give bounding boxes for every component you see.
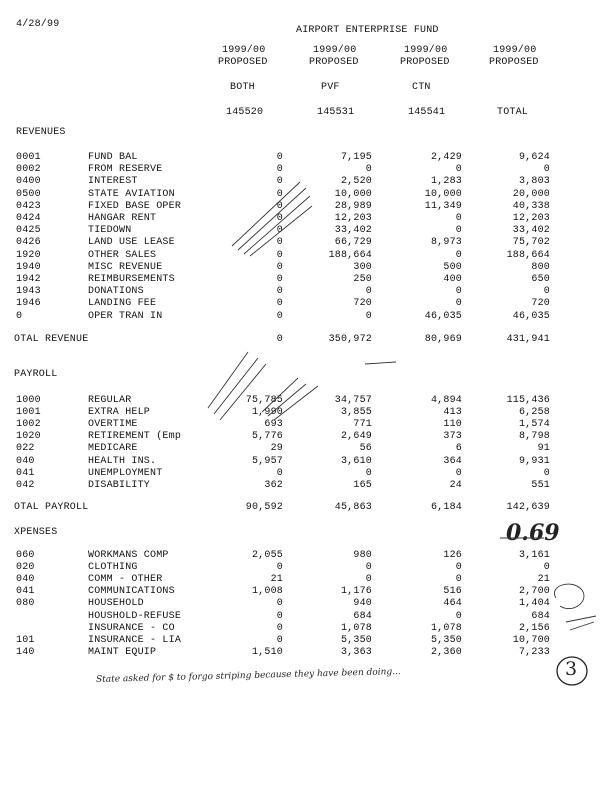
row-value: 0 — [276, 164, 283, 176]
row-value: 364 — [443, 455, 462, 467]
row-label: DISABILITY — [88, 479, 151, 491]
row-value: 300 — [353, 261, 372, 273]
row-value: 91 — [537, 443, 550, 455]
row-value: 24 — [449, 479, 462, 491]
row-value: 2,649 — [340, 431, 372, 443]
row-value: 720 — [353, 298, 372, 310]
row-value: 684 — [531, 610, 550, 622]
row-label: OVERTIME — [88, 419, 138, 431]
row-value: 110 — [443, 419, 462, 431]
row-code: 0002 — [16, 164, 41, 176]
handwritten-bottom-note: State asked for $ to forgo striping because they have been doing... — [95, 667, 401, 685]
row-value: 12,203 — [512, 213, 550, 224]
row-value: 0 — [276, 298, 283, 310]
row-label: FUND BAL — [88, 152, 138, 163]
row-label: MISC REVENUE — [88, 261, 163, 273]
row-value: 10,000 — [334, 188, 372, 200]
row-value: 771 — [353, 419, 372, 431]
row-value: 1,510 — [251, 646, 283, 658]
row-code: 140 — [16, 646, 35, 658]
row-value: 29 — [270, 443, 283, 455]
row-code: 0001 — [16, 152, 41, 163]
row-value: 0 — [365, 286, 372, 298]
row-code: 0423 — [16, 200, 41, 212]
row-value: 2,700 — [518, 586, 550, 598]
row-code: 1002 — [16, 419, 41, 431]
row-label: INTEREST — [88, 176, 138, 188]
column-status: PROPOSED — [400, 57, 450, 68]
row-value: 75,785 — [245, 395, 283, 406]
row-value: 21 — [537, 574, 550, 586]
row-value: 0 — [455, 249, 462, 261]
total-value: 0 — [276, 334, 283, 345]
column-year: 1999/00 — [404, 45, 448, 56]
row-value: 3,161 — [518, 550, 550, 561]
row-label: STATE AVIATION — [88, 188, 175, 200]
row-value: 2,156 — [518, 622, 550, 634]
row-value: 1,176 — [340, 586, 372, 598]
column-code: 145531 — [317, 107, 355, 118]
row-value: 516 — [443, 586, 462, 598]
row-label: UNEMPLOYMENT — [88, 467, 163, 479]
column-name: CTN — [412, 82, 431, 93]
row-label: HANGAR RENT — [88, 213, 157, 224]
row-code: 1942 — [16, 274, 41, 285]
row-code: 020 — [16, 562, 35, 574]
row-value: 4,894 — [430, 395, 462, 406]
row-value: 11,349 — [424, 200, 462, 212]
row-label: INSURANCE - CO — [88, 622, 175, 634]
column-status: PROPOSED — [489, 57, 539, 68]
section-heading-revenues: REVENUES — [16, 127, 66, 138]
row-value: 800 — [531, 261, 550, 273]
row-code: 1020 — [16, 431, 41, 443]
row-label: LAND USE LEASE — [88, 237, 175, 249]
row-value: 21 — [270, 574, 283, 586]
row-value: 551 — [531, 479, 550, 491]
row-value: 0 — [365, 574, 372, 586]
row-value: 0 — [276, 200, 283, 212]
row-code: 0425 — [16, 225, 41, 237]
row-value: 0 — [276, 634, 283, 646]
row-value: 126 — [443, 550, 462, 561]
row-value: 9,931 — [518, 455, 550, 467]
row-code: 0426 — [16, 237, 41, 249]
row-value: 7,233 — [518, 646, 550, 658]
row-value: 0 — [455, 298, 462, 310]
row-code: 1940 — [16, 261, 41, 273]
report-title: AIRPORT ENTERPRISE FUND — [296, 25, 439, 36]
column-status: PROPOSED — [309, 57, 359, 68]
row-value: 650 — [531, 274, 550, 285]
row-value: 0 — [276, 249, 283, 261]
column-year: 1999/00 — [222, 45, 266, 56]
row-value: 9,624 — [518, 152, 550, 163]
row-value: 10,000 — [424, 188, 462, 200]
row-label: TIEDOWN — [88, 225, 132, 237]
row-label: COMMUNICATIONS — [88, 586, 175, 598]
section-heading-payroll: PAYROLL — [14, 369, 58, 380]
row-value: 5,776 — [251, 431, 283, 443]
row-value: 0 — [365, 310, 372, 322]
row-value: 56 — [359, 443, 372, 455]
row-value: 0 — [276, 176, 283, 188]
row-value: 2,360 — [430, 646, 462, 658]
row-value: 693 — [264, 419, 283, 431]
row-value: 0 — [455, 225, 462, 237]
column-code: TOTAL — [497, 107, 529, 118]
row-value: 1,574 — [518, 419, 550, 431]
row-value: 0 — [276, 467, 283, 479]
row-label: INSURANCE - LIA — [88, 634, 182, 646]
row-value: 0 — [455, 467, 462, 479]
row-value: 940 — [353, 598, 372, 610]
total-label: OTAL PAYROLL — [14, 502, 89, 513]
row-code: 0400 — [16, 176, 41, 188]
row-value: 2,429 — [430, 152, 462, 163]
total-value: 45,863 — [334, 502, 372, 513]
column-name: BOTH — [230, 82, 255, 93]
row-label: DONATIONS — [88, 286, 144, 298]
row-value: 0 — [276, 286, 283, 298]
row-value: 5,957 — [251, 455, 283, 467]
row-value: 188,664 — [328, 249, 372, 261]
row-value: 6 — [455, 443, 462, 455]
row-value: 3,610 — [340, 455, 372, 467]
total-value: 350,972 — [328, 334, 372, 345]
row-value: 3,855 — [340, 407, 372, 419]
row-value: 1,404 — [518, 598, 550, 610]
row-code: 101 — [16, 634, 35, 646]
row-value: 0 — [276, 610, 283, 622]
row-value: 33,402 — [512, 225, 550, 237]
row-value: 0 — [543, 164, 550, 176]
page-number: 3 — [565, 658, 578, 680]
row-value: 0 — [455, 164, 462, 176]
row-value: 0 — [455, 562, 462, 574]
row-value: 5,350 — [430, 634, 462, 646]
row-value: 46,035 — [512, 310, 550, 322]
row-label: HOUSHOLD-REFUSE — [88, 610, 182, 622]
row-code: 1000 — [16, 395, 41, 406]
row-value: 115,436 — [506, 395, 550, 406]
row-value: 0 — [455, 286, 462, 298]
row-value: 0 — [543, 467, 550, 479]
total-value: 431,941 — [506, 334, 550, 345]
row-value: 0 — [276, 213, 283, 224]
row-value: 373 — [443, 431, 462, 443]
row-value: 0 — [276, 152, 283, 163]
row-code: 022 — [16, 443, 35, 455]
row-value: 33,402 — [334, 225, 372, 237]
row-label: MAINT EQUIP — [88, 646, 157, 658]
row-value: 0 — [365, 467, 372, 479]
row-code: 040 — [16, 455, 35, 467]
row-value: 3,363 — [340, 646, 372, 658]
row-value: 8,798 — [518, 431, 550, 443]
row-value: 66,729 — [334, 237, 372, 249]
column-year: 1999/00 — [493, 45, 537, 56]
row-value: 2,055 — [251, 550, 283, 561]
row-value: 1,283 — [430, 176, 462, 188]
row-value: 188,664 — [506, 249, 550, 261]
row-value: 250 — [353, 274, 372, 285]
handwritten-big-note: 0.69 — [506, 520, 560, 546]
row-value: 1,008 — [251, 586, 283, 598]
row-code: 1943 — [16, 286, 41, 298]
row-value: 1,078 — [340, 622, 372, 634]
row-value: 0 — [276, 274, 283, 285]
row-value: 2,520 — [340, 176, 372, 188]
row-value: 0 — [276, 562, 283, 574]
row-label: OTHER SALES — [88, 249, 157, 261]
row-label: RETIREMENT (Emp — [88, 431, 182, 443]
row-value: 362 — [264, 479, 283, 491]
column-status: PROPOSED — [218, 57, 268, 68]
row-code: 1920 — [16, 249, 41, 261]
row-label: COMM - OTHER — [88, 574, 163, 586]
row-value: 0 — [365, 562, 372, 574]
row-value: 400 — [443, 274, 462, 285]
row-label: FROM RESERVE — [88, 164, 163, 176]
row-value: 0 — [276, 310, 283, 322]
row-value: 413 — [443, 407, 462, 419]
total-value: 90,592 — [245, 502, 283, 513]
row-value: 12,203 — [334, 213, 372, 224]
column-code: 145520 — [226, 107, 264, 118]
row-value: 0 — [365, 164, 372, 176]
row-code: 060 — [16, 550, 35, 561]
row-code: 041 — [16, 467, 35, 479]
row-value: 5,350 — [340, 634, 372, 646]
row-value: 720 — [531, 298, 550, 310]
row-label: HOUSEHOLD — [88, 598, 144, 610]
row-code: 0424 — [16, 213, 41, 224]
row-label: CLOTHING — [88, 562, 138, 574]
row-value: 0 — [276, 237, 283, 249]
row-value: 0 — [543, 562, 550, 574]
column-year: 1999/00 — [313, 45, 357, 56]
row-value: 0 — [276, 225, 283, 237]
row-value: 1,990 — [251, 407, 283, 419]
row-code: 080 — [16, 598, 35, 610]
row-value: 500 — [443, 261, 462, 273]
row-value: 7,195 — [340, 152, 372, 163]
total-value: 80,969 — [424, 334, 462, 345]
row-value: 980 — [353, 550, 372, 561]
row-label: EXTRA HELP — [88, 407, 151, 419]
report-date: 4/28/99 — [16, 19, 60, 30]
row-label: MEDICARE — [88, 443, 138, 455]
row-value: 684 — [353, 610, 372, 622]
row-value: 1,078 — [430, 622, 462, 634]
row-value: 0 — [455, 610, 462, 622]
row-value: 28,989 — [334, 200, 372, 212]
row-value: 40,338 — [512, 200, 550, 212]
row-label: OPER TRAN IN — [88, 310, 163, 322]
row-value: 0 — [543, 286, 550, 298]
row-value: 165 — [353, 479, 372, 491]
row-value: 8,973 — [430, 237, 462, 249]
row-value: 46,035 — [424, 310, 462, 322]
row-code: 1946 — [16, 298, 41, 310]
row-value: 464 — [443, 598, 462, 610]
row-value: 34,757 — [334, 395, 372, 406]
row-code: 040 — [16, 574, 35, 586]
row-value: 0 — [276, 598, 283, 610]
row-label: FIXED BASE OPER — [88, 200, 182, 212]
column-name: PVF — [321, 82, 340, 93]
total-value: 142,639 — [506, 502, 550, 513]
column-code: 145541 — [408, 107, 446, 118]
row-value: 10,700 — [512, 634, 550, 646]
row-code: 042 — [16, 479, 35, 491]
row-value: 0 — [276, 622, 283, 634]
row-value: 75,702 — [512, 237, 550, 249]
row-code: 041 — [16, 586, 35, 598]
row-label: WORKMANS COMP — [88, 550, 169, 561]
row-label: REGULAR — [88, 395, 132, 406]
section-heading-expenses: XPENSES — [14, 527, 58, 538]
row-label: REIMBURSEMENTS — [88, 274, 175, 285]
row-value: 0 — [276, 261, 283, 273]
row-code: 0 — [16, 310, 23, 322]
row-value: 0 — [276, 188, 283, 200]
row-value: 0 — [455, 213, 462, 224]
row-code: 1001 — [16, 407, 41, 419]
row-value: 0 — [455, 574, 462, 586]
total-value: 6,184 — [430, 502, 462, 513]
row-label: LANDING FEE — [88, 298, 157, 310]
total-label: OTAL REVENUE — [14, 334, 89, 345]
row-value: 3,803 — [518, 176, 550, 188]
row-value: 20,000 — [512, 188, 550, 200]
row-value: 6,258 — [518, 407, 550, 419]
row-code: 0500 — [16, 188, 41, 200]
row-label: HEALTH INS. — [88, 455, 157, 467]
